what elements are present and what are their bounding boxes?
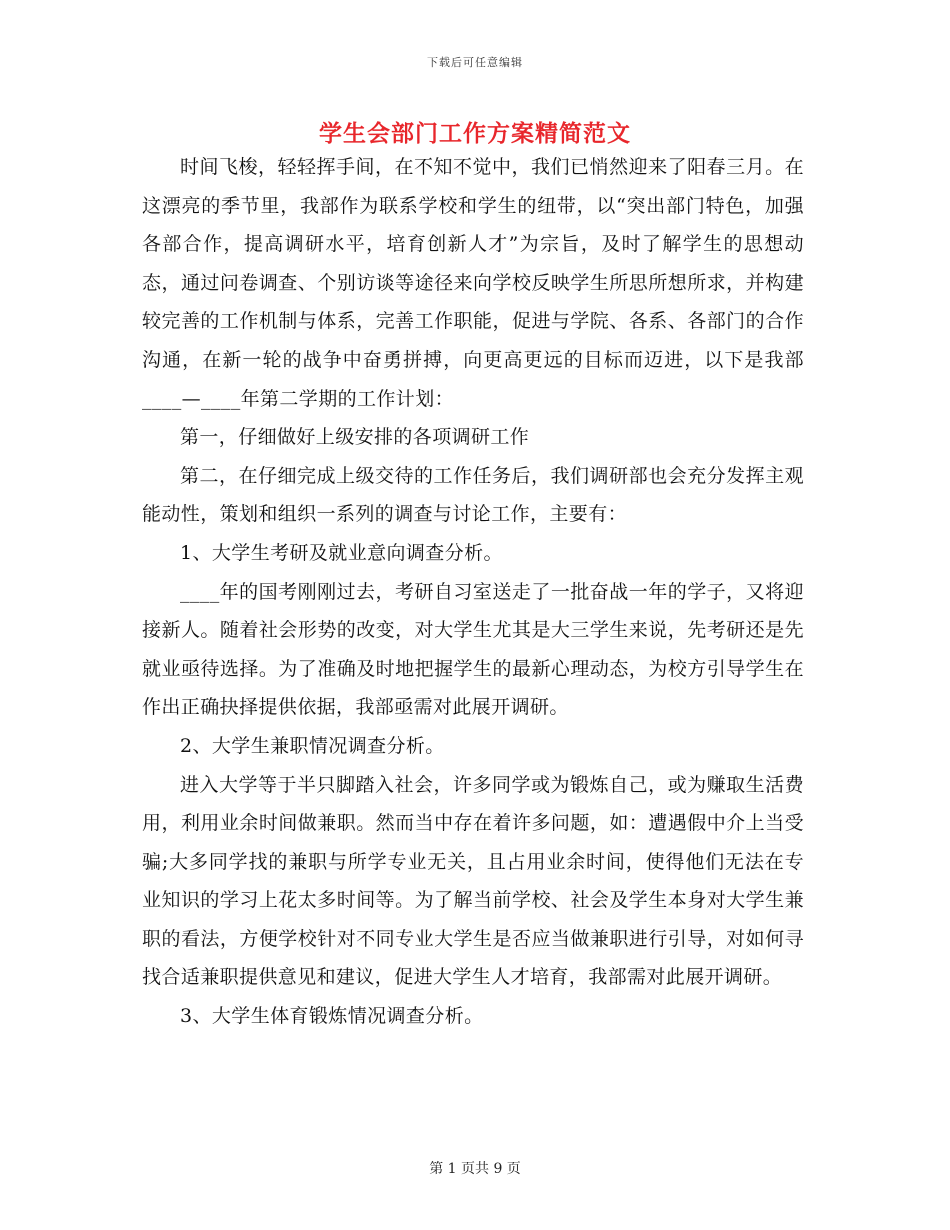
section-heading-2: 2、大学生兼职情况调查分析。 — [180, 734, 445, 757]
document-body — [142, 148, 804, 1036]
paragraph-first-item: 第一，仔细做好上级安排的各项调研工作 — [180, 426, 530, 449]
paragraph-intro: 时间飞梭，轻轻挥手间，在不知不觉中，我们已悄然迎来了阳春三月。在这漂亮的季节里，我部作为联系学校和学生的纽带，以“突出部门特色，加强各部合作，提高调研水平，培育创新人才”为宗旨，及时了解学生的思想动态，通过问卷调查、个别访谈等途径来向学校反映学生所思所想所求，并构建较完善的工作机制与体系，完善工作职能，促进与学院、各系、各部门的合作沟通，在新一轮的战争中奋勇拼搏，向更高更远的目标而迈进，以下是我部____—____年第二学期的工作计划： — [142, 156, 804, 410]
section-heading-3: 3、大学生体育锻炼情况调查分析。 — [180, 1005, 484, 1028]
section-heading-1: 1、大学生考研及就业意向调查分析。 — [180, 541, 503, 564]
paragraph-section-2: 进入大学等于半只脚踏入社会，许多同学或为锻炼自己，或为赚取生活费用，利用业余时间做兼职。然而当中存在着许多问题，如：遭遇假中介上当受骗;大多同学找的兼职与所学专业无关，且占用业余时间，使得他们无法在专业知识的学习上花太多时间等。为了解当前学校、社会及学生本身对大学生兼职的看法，方便学校针对不同专业大学生是否应当做兼职进行引导，对如何寻找合适兼职提供意见和建议，促进大学生人才培育，我部需对此展开调研。 — [142, 773, 804, 989]
document-title: 学生会部门工作方案精简范文 — [319, 120, 631, 147]
page-footer: 第 1 页共 9 页 — [429, 1161, 521, 1177]
paragraph-section-1: ____年的国考刚刚过去，考研自习室送走了一批奋战一年的学子，又将迎接新人。随着社会形势的改变，对大学生尤其是大三学生来说，先考研还是先就业亟待选择。为了准确及时地把握学生的最新心理动态，为校方引导学生在作出正确抉择提供依据，我部亟需对此展开调研。 — [142, 580, 804, 719]
paragraph-second-item: 第二，在仔细完成上级交待的工作任务后，我们调研部也会充分发挥主观能动性，策划和组织一系列的调查与讨论工作，主要有： — [142, 464, 804, 526]
page-header: 下载后可任意编辑 — [427, 56, 523, 69]
